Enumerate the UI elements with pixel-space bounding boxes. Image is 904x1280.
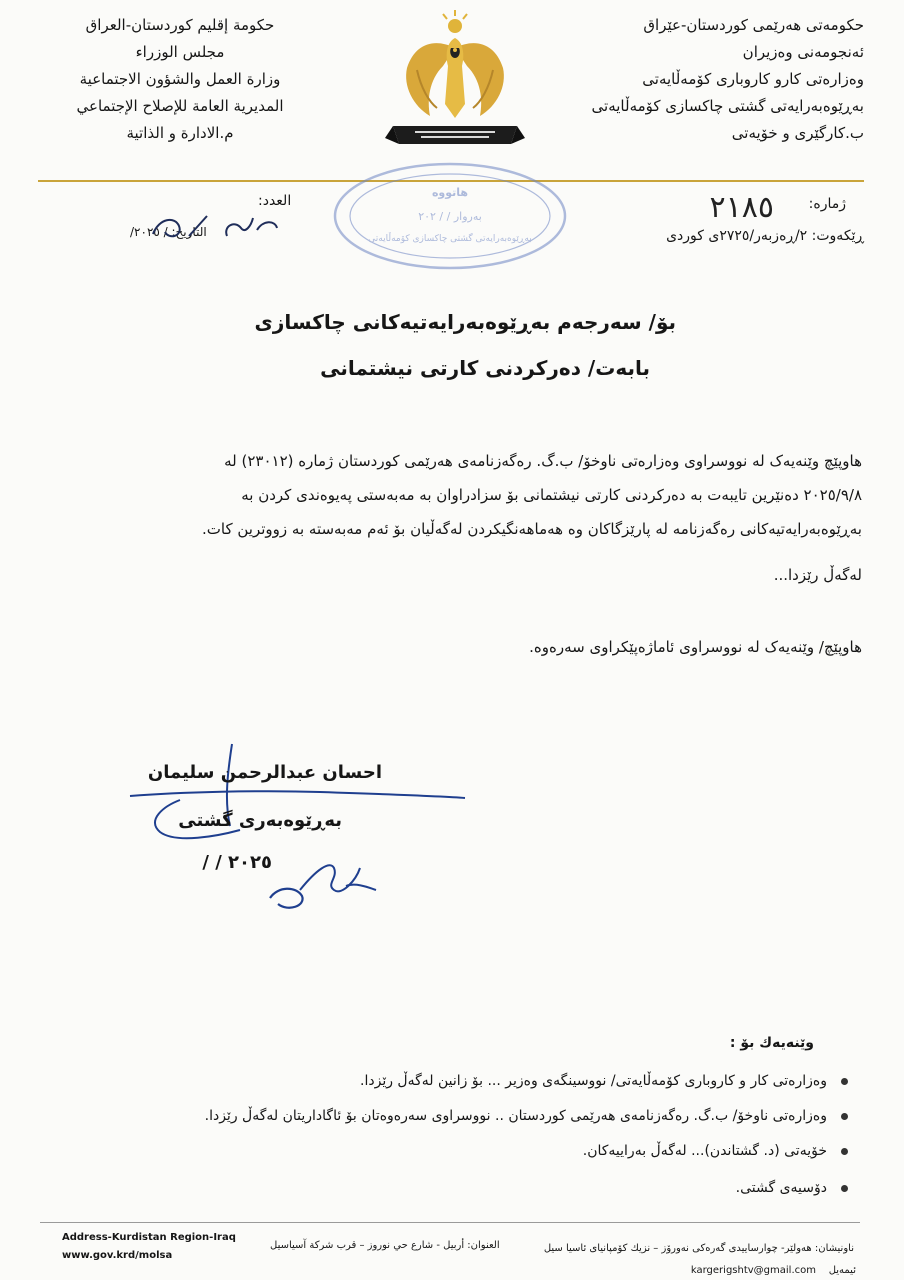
cc-item xyxy=(736,1180,848,1196)
body-line: بەڕێوەبەرایەتیەكانی رەگەزنامە لە پارێزگاكان وە هەماهەنگیكردن لەگەڵیان بۆ ئەم مەبەستە بە زووترین كات. xyxy=(202,520,862,538)
stamp-date-text: بەروار / / ٢٠٢ xyxy=(418,210,482,223)
footer-email-label: ئیمەیل xyxy=(828,1265,856,1276)
stamp-bottom-text: بەڕێوەبەرایەتی گشتی چاكسازی كۆمەڵایەتی xyxy=(368,234,532,244)
header-kurdish-line: ب.كارگێری و خۆیەتی xyxy=(731,124,864,142)
stamp-top-text: هاتووه xyxy=(431,186,469,199)
footer-divider xyxy=(40,1222,860,1223)
header-kurdish-line: ئەنجومەنی وەزیران xyxy=(742,43,864,61)
signatory-name: احسان عبدالرحمن سليمان xyxy=(147,762,382,783)
cc-title: وێنەیەك بۆ : xyxy=(729,1035,814,1051)
bullet-icon xyxy=(841,1185,848,1192)
bullet-icon xyxy=(841,1113,848,1120)
header-arabic-line: م.الادارة و الذاتية xyxy=(126,124,234,142)
handwritten-date xyxy=(145,198,295,248)
handwritten-date-text: ٨ / ١٠ xyxy=(145,198,148,199)
subject-line: بابەت/ دەركردنی كارتی نیشتمانی xyxy=(320,356,650,380)
reference-number-handwritten: ٢١٨٥ xyxy=(709,190,774,225)
arabic-number-label: العدد: xyxy=(258,193,292,209)
cc-item-text: وەزارەتی كار و كاروباری كۆمەڵایەتی/ نووسینگەی وەزیر ... بۆ زانین لەگەڵ رێزدا. xyxy=(360,1073,827,1089)
footer-address-english: Address-Kurdistan Region-Iraq xyxy=(62,1232,236,1243)
header-arabic-line: مجلس الوزراء xyxy=(135,43,225,61)
kurdistan-emblem-icon xyxy=(385,8,525,158)
bullet-icon xyxy=(841,1078,848,1085)
footer-website-link[interactable]: www.gov.krd/molsa xyxy=(62,1250,173,1261)
arabic-date-label: التاريخ: / ٢٠٢٥/ xyxy=(130,225,207,239)
cc-item-text: دۆسیەی گشتی. xyxy=(735,1180,827,1196)
header-kurdish-line: حكومەتی هەرێمی كوردستان-عێراق xyxy=(643,16,864,34)
footer-email-link[interactable]: kargerigshtv@gmail.com xyxy=(690,1265,816,1276)
signature-date: ٢٠٢٥ / / xyxy=(202,852,272,873)
body-closing: لەگەڵ رێزدا... xyxy=(773,566,862,584)
reference-date-label: ڕێكەوت: ٢/ڕەزبەر/٢٧٢٥ی كوردی xyxy=(666,228,864,244)
footer-address-kurdish: ناونیشان: هەولێر- چوارساییدی گەرەكی نەورۆز – نزیك كۆمپانیای ئاسیا سیل xyxy=(543,1243,854,1254)
cc-item xyxy=(205,1108,848,1124)
footer-address-arabic: العنوان: أربيل - شارع حي نوروز – قرب شركة آسياسيل xyxy=(270,1240,500,1251)
header-kurdish xyxy=(564,12,864,147)
cc-item xyxy=(360,1073,848,1089)
cc-item-text: وەزارەتی ناوخۆ/ ب.گ. رەگەزنامەی هەرێمی كوردستان .. نووسراوی سەرەوەتان بۆ ئاگاداریتان لەگەڵ رێزدا. xyxy=(204,1108,827,1124)
header-arabic-line: وزارة العمل والشؤون الاجتماعية xyxy=(79,70,281,88)
recipient-line: بۆ/ سەرجەم بەڕێوەبەرایەتیەكانی چاكسازی xyxy=(254,310,676,334)
header-arabic xyxy=(30,12,330,147)
reference-number-label: ژمارە: xyxy=(808,196,846,212)
header-arabic-line: حكومة إقليم كوردستان-العراق xyxy=(85,16,275,34)
body-line: هاوپێچ وێنەیەک لە نووسراوی وەزارەتی ناوخۆ/ ب.گ. رەگەزنامەی هەرێمی كوردستان ژمارە (٢٣٠١٢) لە xyxy=(224,452,862,470)
header-arabic-line: المديرية العامة للإصلاح الإجتماعي xyxy=(76,97,284,115)
attachment-line: هاوپێچ/ وێنەیەک لە نووسراوی ئاماژەپێكراوی سەرەوە. xyxy=(529,638,862,656)
header-kurdish-line: بەڕێوەبەرایەتی گشتی چاكسازی كۆمەڵایەتی xyxy=(591,97,864,115)
header-kurdish-line: وەزارەتی كارو كاروباری كۆمەڵایەتی xyxy=(642,70,864,88)
received-stamp xyxy=(330,158,570,273)
bullet-icon xyxy=(841,1148,848,1155)
cc-item xyxy=(583,1143,848,1159)
body-line: ٢٠٢٥/٩/٨ دەنێرین تایبەت بە دەركردنی كارتی نیشتمانی بۆ سزادراوان بە مەبەستی پەیوەندی كردن بە xyxy=(241,486,862,504)
cc-item-text: خۆیەتی (د. گشتاندن)... لەگەڵ بەراییەكان. xyxy=(582,1143,827,1159)
signatory-title: بەڕێوەبەری گشتی xyxy=(178,810,342,831)
